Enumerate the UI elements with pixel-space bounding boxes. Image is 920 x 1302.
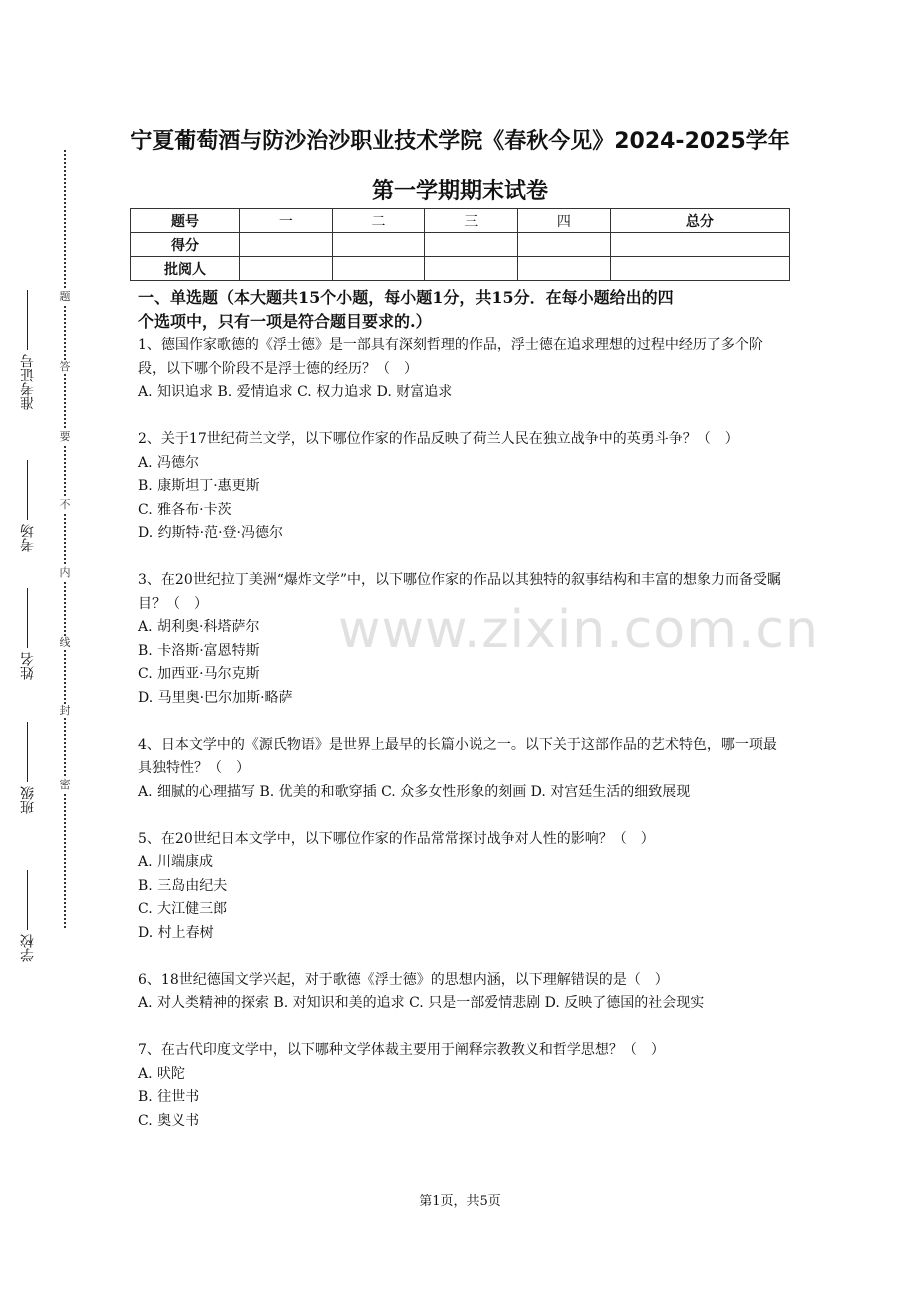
- option: C. 奥义书: [138, 1112, 200, 1129]
- option: D. 村上春树: [138, 924, 214, 941]
- row-label: 批阅人: [131, 257, 240, 281]
- header-cell: 二: [332, 209, 425, 233]
- option: B. 康斯坦丁·惠更斯: [138, 478, 260, 494]
- option: A. 川端康成: [138, 854, 214, 870]
- score-row: [131, 233, 790, 257]
- question-stem: 4、日本文学中的《源氏物语》是世界上最早的长篇小说之一。以下关于这部作品的艺术特色，哪一项最具独特性？（ ）: [138, 736, 777, 776]
- question-1: [138, 334, 783, 405]
- score-cell[interactable]: [332, 233, 425, 257]
- header-cell: 题号: [131, 209, 240, 233]
- section-heading: [138, 286, 783, 334]
- grader-cell[interactable]: [240, 257, 333, 281]
- question-options: A. 知识追求 B. 爱情追求 C. 权力追求 D. 财富追求: [138, 384, 453, 400]
- header-cell: 一: [240, 209, 333, 233]
- question-4: [138, 734, 783, 805]
- grader-cell[interactable]: [425, 257, 518, 281]
- seal-char: 要: [59, 430, 71, 443]
- exam-id-field: [18, 290, 38, 410]
- question-stem: 6、18世纪德国文学兴起，对于歌德《浮士德》的思想内涵，以下理解错误的是（ ）: [138, 971, 669, 988]
- option: C. 大江健三郎: [138, 901, 228, 917]
- option: A. 冯德尔: [138, 454, 200, 471]
- option: C. 加西亚·马尔克斯: [138, 666, 260, 682]
- option: B. 卡洛斯·富恩特斯: [138, 642, 260, 659]
- exam-content: [138, 286, 783, 1133]
- question-options: A. 对人类精神的探索 B. 对知识和美的追求 C. 只是一部爱情悲剧 D. 反映了德国的社会现实: [138, 995, 705, 1011]
- question-stem: 5、在20世纪日本文学中，以下哪位作家的作品常常探讨战争对人性的影响？（ ）: [138, 830, 655, 847]
- option: A. 吠陀: [138, 1065, 186, 1082]
- question-2: [138, 428, 783, 546]
- grader-cell[interactable]: [518, 257, 611, 281]
- seal-char: 密: [59, 778, 71, 791]
- seal-char: 题: [59, 290, 71, 303]
- question-stem: 7、在古代印度文学中，以下哪种文学体裁主要用于阐释宗教教义和哲学思想？（ ）: [138, 1042, 665, 1058]
- seal-char: 内: [59, 566, 71, 579]
- name-label: 姓名: [20, 652, 36, 680]
- question-7: [138, 1039, 783, 1133]
- question-options: A. 细腻的心理描写 B. 优美的和歌穿插 C. 众多女性形象的刻画 D. 对宫廷生活的细致展现: [138, 783, 691, 800]
- score-cell[interactable]: [240, 233, 333, 257]
- option: D. 马里奥·巴尔加斯·略萨: [138, 689, 293, 706]
- section-heading-line: 个选项中，只有一项是符合题目要求的.）: [138, 312, 432, 331]
- school-field: [18, 870, 38, 962]
- school-label: 学校: [20, 934, 36, 962]
- score-cell[interactable]: [425, 233, 518, 257]
- exam-room-field: [18, 460, 38, 552]
- question-6: [138, 969, 783, 1016]
- class-label: 班级: [20, 786, 36, 814]
- row-label: 得分: [131, 233, 240, 257]
- question-stem: 2、关于17世纪荷兰文学，以下哪位作家的作品反映了荷兰人民在独立战争中的英勇斗争？（ ）: [138, 431, 739, 447]
- score-table-header: [131, 209, 790, 233]
- section-heading-line: 一、单选题（本大题共15个小题，每小题1分，共15分．在每小题给出的四: [138, 288, 674, 307]
- grader-cell[interactable]: [332, 257, 425, 281]
- score-cell[interactable]: [610, 233, 789, 257]
- exam-id-label: 准考证号: [20, 354, 36, 410]
- question-stem: 3、在20世纪拉丁美洲“爆炸文学”中，以下哪位作家的作品以其独特的叙事结构和丰富的想象力而备受瞩目？（ ）: [138, 572, 782, 612]
- option: D. 约斯特·范·登·冯德尔: [138, 525, 283, 541]
- score-cell[interactable]: [518, 233, 611, 257]
- score-table: [130, 208, 790, 281]
- seal-char: 不: [59, 498, 71, 511]
- seal-char: 线: [59, 636, 71, 649]
- exam-subtitle: 第一学期期末试卷: [371, 179, 548, 204]
- grader-cell[interactable]: [610, 257, 789, 281]
- seal-char: 答: [59, 360, 71, 373]
- class-field: [18, 722, 38, 814]
- option: B. 三岛由纪夫: [138, 877, 228, 894]
- exam-room-label: 考场: [20, 524, 36, 552]
- header-cell: 四: [518, 209, 611, 233]
- watermark: www.zixin.com.cn: [338, 600, 819, 660]
- seal-char: 封: [59, 704, 71, 717]
- header-cell: 总分: [610, 209, 789, 233]
- page-footer: 第1页，共5页: [419, 1194, 501, 1209]
- option: A. 胡利奥·科塔萨尔: [138, 619, 260, 635]
- seal-dotted-line: [64, 150, 66, 928]
- question-stem: 1、德国作家歌德的《浮士德》是一部具有深刻哲理的作品，浮士德在追求理想的过程中经历了多个阶段，以下哪个阶段不是浮士德的经历？（ ）: [138, 337, 763, 377]
- question-5: [138, 828, 783, 946]
- grader-row: [131, 257, 790, 281]
- header-cell: 三: [425, 209, 518, 233]
- name-field: [18, 588, 38, 680]
- option: C. 雅各布·卡茨: [138, 501, 232, 518]
- exam-title: 宁夏葡萄酒与防沙治沙职业技术学院《春秋今见》2024-2025学年: [130, 129, 790, 154]
- option: B. 往世书: [138, 1089, 200, 1105]
